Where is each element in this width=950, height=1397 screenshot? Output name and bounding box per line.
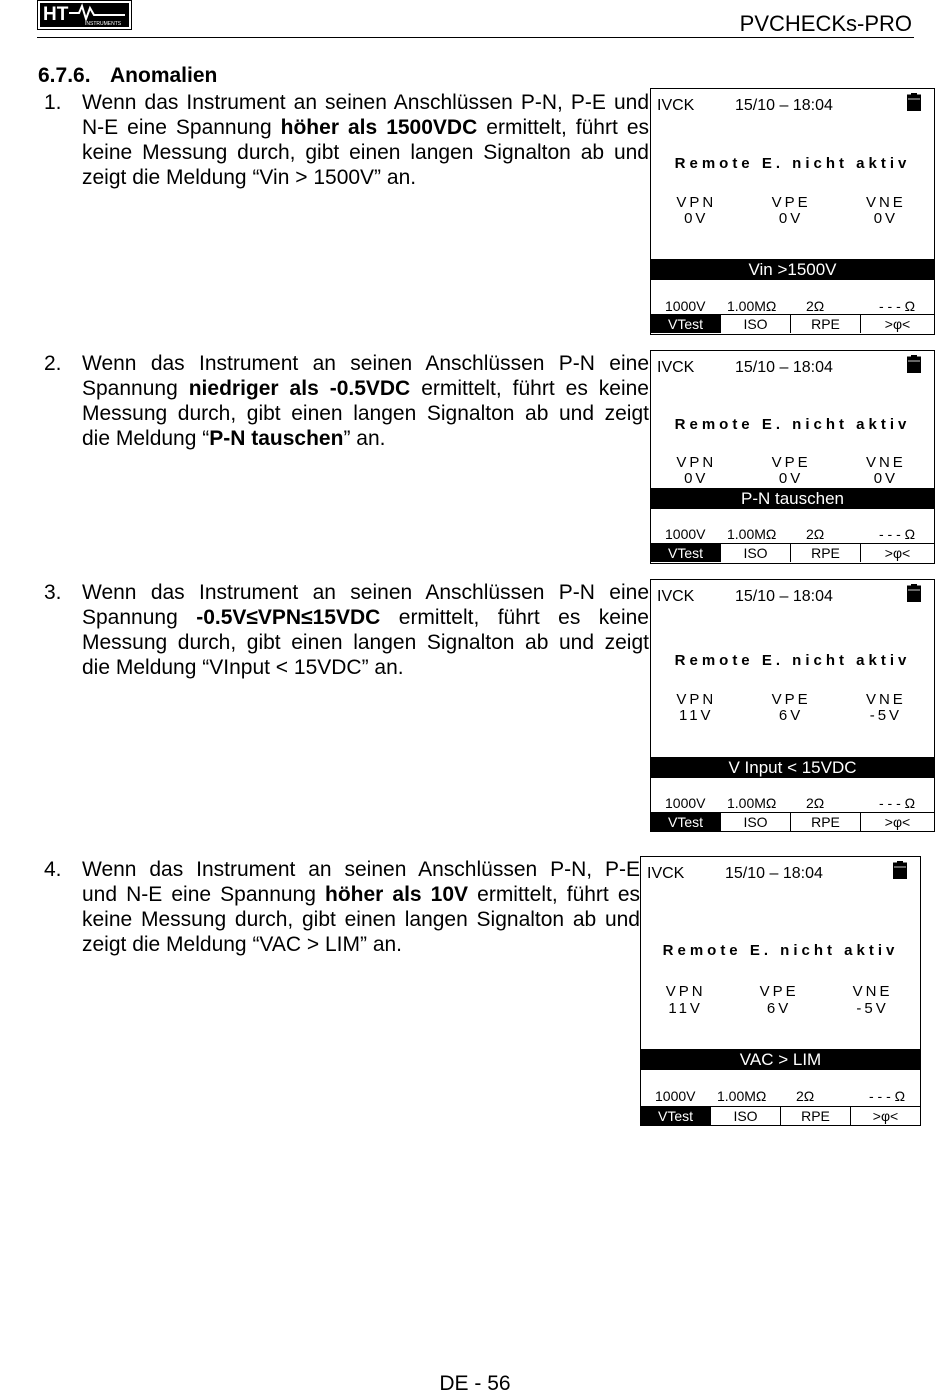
text-segment: zeigt die Meldung “VAC > LIM” an. (82, 933, 403, 956)
instrument-display (650, 350, 935, 564)
text-segment: ” an. (343, 427, 386, 450)
setting-value: - - - Ω (879, 526, 916, 542)
setting-value: 1000V (665, 298, 706, 314)
voltage-value: 6V (778, 707, 804, 724)
date-time: 15/10 – 18:04 (735, 97, 833, 114)
text-segment: ermittelt, führt es keine (380, 606, 649, 629)
error-message: VAC > LIM (641, 1049, 920, 1070)
voltage-label: VNE (865, 454, 906, 471)
function-tab[interactable]: ISO (721, 544, 791, 562)
voltage-value: 11V (668, 1000, 703, 1017)
date-time: 15/10 – 18:04 (725, 865, 823, 882)
text-segment: Wenn das Instrument an seinen Anschlüssen P-N eine (82, 352, 649, 375)
voltage-label: VNE (852, 983, 893, 1000)
bold-text-segment: höher als 10V (325, 883, 469, 906)
function-tabs (651, 812, 934, 831)
text-segment: ermittelt, führt es keine (410, 377, 649, 400)
setting-value: 1.00MΩ (727, 298, 777, 314)
text-segment: Messung durch, gibt einen langen Signalton ab und zeigt (82, 631, 649, 654)
list-item-text (82, 580, 649, 680)
date-time: 15/10 – 18:04 (735, 359, 833, 376)
list-item-number: 1. (44, 91, 62, 114)
voltage-label: VNE (865, 691, 906, 708)
error-message: P-N tauschen (651, 488, 934, 509)
function-tab[interactable]: >φ< (884, 814, 911, 830)
voltage-value: -5V (856, 1000, 889, 1017)
logo-sub-text: INSTRUMENTS (85, 21, 122, 27)
date-time: 15/10 – 18:04 (735, 588, 833, 605)
text-line (82, 140, 649, 165)
battery-icon (907, 584, 921, 602)
bold-text-segment: -0.5V≤VPN≤15VDC (196, 606, 381, 629)
text-segment: N-E eine Spannung (82, 116, 281, 139)
setting-value: 1.00MΩ (727, 795, 777, 811)
error-message: Vin >1500V (651, 259, 934, 280)
mode-label: IVCK (657, 588, 695, 605)
list-item (44, 351, 649, 451)
text-line (82, 605, 649, 630)
list-item-number: 3. (44, 581, 62, 604)
text-segment: die Meldung “VInput < 15VDC” an. (82, 656, 404, 679)
instrument-display (650, 579, 935, 832)
text-segment: keine Messung durch, gibt einen langen Signalton ab und (82, 908, 640, 931)
function-tab[interactable]: >φ< (884, 316, 911, 332)
list-item-text (82, 351, 649, 451)
instrument-display (650, 88, 935, 335)
section-heading (38, 64, 217, 88)
list-item (44, 580, 649, 680)
page-number: DE - 56 (439, 1372, 511, 1395)
voltage-label: VPN (676, 691, 717, 708)
function-tab[interactable]: >φ< (884, 545, 911, 561)
voltage-label: VPE (771, 691, 811, 708)
section-title: Anomalien (110, 64, 218, 87)
text-segment: Wenn das Instrument an seinen Anschlüssen P-N eine (82, 581, 649, 604)
text-line (82, 165, 649, 190)
function-tab[interactable]: RPE (791, 544, 861, 562)
function-tab[interactable]: VTest (651, 544, 721, 562)
text-segment: zeigt die Meldung “Vin > 1500V” an. (82, 166, 417, 189)
function-tabs (651, 314, 934, 333)
text-segment: Wenn das Instrument an seinen Anschlüssen P-N, P-E (82, 858, 640, 881)
list-item-number: 2. (44, 352, 62, 375)
mode-label: IVCK (647, 865, 685, 882)
function-tab[interactable]: ISO (721, 813, 791, 831)
function-tab[interactable]: >φ< (872, 1108, 899, 1124)
function-tab[interactable]: VTest (641, 1107, 711, 1125)
setting-value: 2Ω (796, 1088, 815, 1104)
voltage-value: 0V (684, 470, 709, 487)
function-tabs (641, 1106, 920, 1125)
bold-text-segment: höher als 1500VDC (280, 116, 478, 139)
text-line (82, 90, 649, 115)
text-line (82, 115, 649, 140)
function-tab[interactable]: ISO (711, 1107, 781, 1125)
text-line (82, 630, 649, 655)
mode-label: IVCK (657, 97, 695, 114)
setting-value: 1.00MΩ (717, 1088, 767, 1104)
list-item (44, 857, 641, 957)
voltage-value: 6V (766, 1000, 792, 1017)
setting-value: 1.00MΩ (727, 526, 777, 542)
function-tab[interactable]: RPE (791, 813, 861, 831)
voltage-value: 0V (873, 210, 899, 227)
function-tab[interactable]: RPE (781, 1107, 851, 1125)
text-line (82, 351, 649, 376)
setting-value: 1000V (665, 795, 706, 811)
text-segment: ermittelt, führt es (468, 883, 641, 906)
voltage-label: VPN (676, 194, 717, 211)
setting-value: - - - Ω (879, 298, 916, 314)
text-line (82, 882, 640, 907)
text-segment: Spannung (82, 606, 197, 629)
setting-value: 1000V (655, 1088, 696, 1104)
battery-icon (907, 93, 921, 111)
logo-brand-text: HT (43, 4, 69, 25)
setting-value: - - - Ω (879, 795, 916, 811)
text-segment: und N-E eine Spannung (82, 883, 325, 906)
setting-value: - - - Ω (869, 1088, 906, 1104)
mode-label: IVCK (657, 359, 695, 376)
list-item (44, 90, 649, 190)
text-line (82, 376, 649, 401)
remote-status: Remote E. nicht aktiv (674, 416, 911, 433)
setting-value: 1000V (665, 526, 706, 542)
voltage-value: 11V (678, 707, 714, 724)
voltage-label: VPE (771, 194, 811, 211)
bold-text-segment: niedriger als -0.5VDC (188, 377, 411, 400)
function-tab[interactable]: VTest (651, 315, 721, 333)
text-line (82, 857, 640, 882)
voltage-value: 0V (778, 470, 804, 487)
voltage-label: VPN (676, 454, 717, 471)
text-line (82, 932, 640, 957)
text-line (82, 426, 649, 451)
text-line (82, 401, 649, 426)
voltage-label: VNE (865, 194, 906, 211)
document-title: PVCHECKs-PRO (739, 11, 912, 36)
error-message: V Input < 15VDC (651, 757, 934, 778)
voltage-value: 0V (778, 210, 804, 227)
text-segment: Messung durch, gibt einen langen Signalton ab und zeigt (82, 402, 649, 425)
remote-status: Remote E. nicht aktiv (674, 155, 911, 172)
remote-status: Remote E. nicht aktiv (662, 942, 899, 959)
header-divider (37, 37, 914, 38)
bold-text-segment: P-N tauschen (209, 427, 344, 450)
function-tab[interactable]: RPE (791, 315, 861, 333)
battery-icon (907, 355, 921, 373)
battery-icon (893, 861, 907, 879)
list-item-text (82, 857, 640, 957)
instrument-display (640, 856, 921, 1126)
setting-value: 2Ω (806, 298, 825, 314)
text-line (82, 580, 649, 605)
ht-instruments-logo (37, 0, 132, 30)
text-line (82, 907, 640, 932)
list-item-text (82, 90, 649, 190)
text-segment: Wenn das Instrument an seinen Anschlüssen P-N, P-E und (82, 91, 649, 114)
function-tab[interactable]: ISO (721, 315, 791, 333)
voltage-value: 0V (873, 470, 899, 487)
voltage-label: VPN (665, 983, 706, 1000)
section-number: 6.7.6. (38, 64, 91, 87)
text-segment: ermittelt, führt es (477, 116, 649, 139)
text-line (82, 655, 649, 680)
voltage-label: VPE (759, 983, 799, 1000)
text-segment: die Meldung “ (82, 427, 210, 450)
function-tabs (651, 543, 934, 562)
text-segment: Spannung (82, 377, 189, 400)
text-segment: keine Messung durch, gibt einen langen Signalton ab und (82, 141, 649, 164)
voltage-value: 0V (684, 210, 709, 227)
setting-value: 2Ω (806, 795, 825, 811)
list-item-number: 4. (44, 858, 62, 881)
remote-status: Remote E. nicht aktiv (674, 652, 911, 669)
voltage-label: VPE (771, 454, 811, 471)
function-tab[interactable]: VTest (651, 813, 721, 831)
setting-value: 2Ω (806, 526, 825, 542)
voltage-value: -5V (869, 707, 903, 724)
